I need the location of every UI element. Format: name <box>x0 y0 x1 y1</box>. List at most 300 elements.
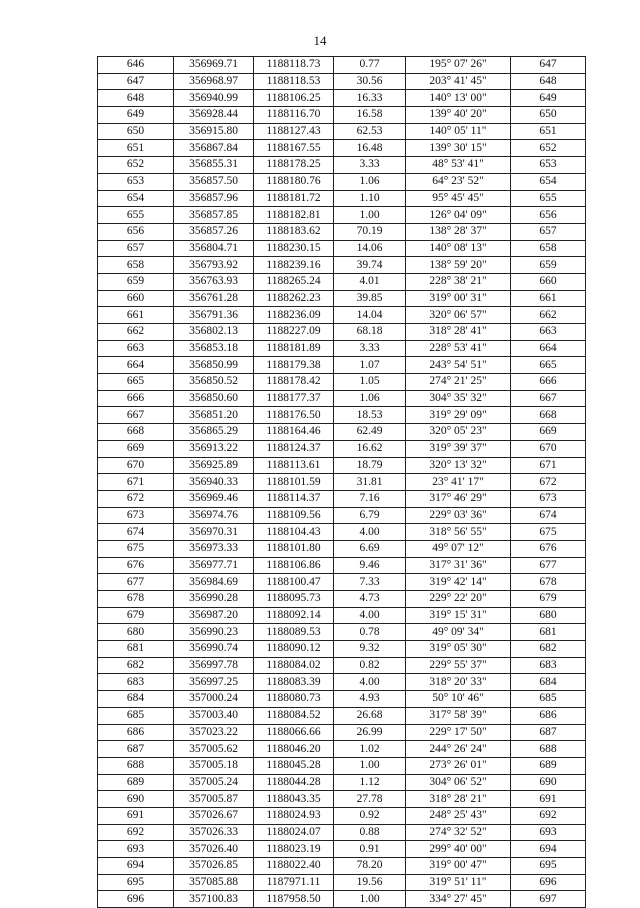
distance-cell: 16.58 <box>334 107 406 124</box>
bearing-cell: 318° 28' 41" <box>406 324 511 341</box>
x-coordinate-cell: 356857.96 <box>174 190 254 207</box>
bearing-cell: 229° 22' 20" <box>406 591 511 608</box>
next-point-cell: 695 <box>511 858 586 875</box>
next-point-cell: 676 <box>511 540 586 557</box>
distance-cell: 1.05 <box>334 374 406 391</box>
bearing-cell: 139° 40' 20" <box>406 107 511 124</box>
y-coordinate-cell: 1188109.56 <box>254 507 334 524</box>
point-number-cell: 656 <box>98 223 174 240</box>
next-point-cell: 686 <box>511 707 586 724</box>
x-coordinate-cell: 356761.28 <box>174 290 254 307</box>
table-row <box>98 273 586 290</box>
point-number-cell: 646 <box>98 57 174 74</box>
x-coordinate-cell: 357026.40 <box>174 841 254 858</box>
bearing-cell: 317° 58' 39" <box>406 707 511 724</box>
x-coordinate-cell: 356915.80 <box>174 123 254 140</box>
table-row <box>98 90 586 107</box>
bearing-cell: 318° 20' 33" <box>406 674 511 691</box>
bearing-cell: 140° 13' 00" <box>406 90 511 107</box>
table-row <box>98 240 586 257</box>
next-point-cell: 684 <box>511 674 586 691</box>
x-coordinate-cell: 356804.71 <box>174 240 254 257</box>
table-row <box>98 140 586 157</box>
next-point-cell: 673 <box>511 490 586 507</box>
bearing-cell: 299° 40' 00" <box>406 841 511 858</box>
bearing-cell: 319° 39' 37" <box>406 440 511 457</box>
distance-cell: 26.99 <box>334 724 406 741</box>
point-number-cell: 684 <box>98 691 174 708</box>
table-row <box>98 691 586 708</box>
bearing-cell: 138° 59' 20" <box>406 257 511 274</box>
x-coordinate-cell: 356997.78 <box>174 657 254 674</box>
x-coordinate-cell: 356928.44 <box>174 107 254 124</box>
distance-cell: 62.53 <box>334 123 406 140</box>
y-coordinate-cell: 1188239.16 <box>254 257 334 274</box>
table-row <box>98 307 586 324</box>
distance-cell: 1.06 <box>334 173 406 190</box>
distance-cell: 39.74 <box>334 257 406 274</box>
x-coordinate-cell: 357026.67 <box>174 807 254 824</box>
next-point-cell: 696 <box>511 874 586 891</box>
next-point-cell: 691 <box>511 791 586 808</box>
point-number-cell: 669 <box>98 440 174 457</box>
next-point-cell: 672 <box>511 474 586 491</box>
point-number-cell: 662 <box>98 324 174 341</box>
bearing-cell: 244° 26' 24" <box>406 741 511 758</box>
bearing-cell: 228° 53' 41" <box>406 340 511 357</box>
point-number-cell: 653 <box>98 173 174 190</box>
y-coordinate-cell: 1188181.89 <box>254 340 334 357</box>
x-coordinate-cell: 356940.99 <box>174 90 254 107</box>
y-coordinate-cell: 1188124.37 <box>254 440 334 457</box>
bearing-cell: 138° 28' 37" <box>406 223 511 240</box>
point-number-cell: 672 <box>98 490 174 507</box>
x-coordinate-cell: 356853.18 <box>174 340 254 357</box>
table-row <box>98 891 586 908</box>
next-point-cell: 659 <box>511 257 586 274</box>
distance-cell: 4.93 <box>334 691 406 708</box>
table-row <box>98 791 586 808</box>
x-coordinate-cell: 356855.31 <box>174 157 254 174</box>
distance-cell: 1.07 <box>334 357 406 374</box>
x-coordinate-cell: 356763.93 <box>174 273 254 290</box>
point-number-cell: 689 <box>98 774 174 791</box>
distance-cell: 4.00 <box>334 607 406 624</box>
next-point-cell: 682 <box>511 641 586 658</box>
bearing-cell: 319° 00' 31" <box>406 290 511 307</box>
table-row <box>98 390 586 407</box>
table-body <box>98 57 586 908</box>
y-coordinate-cell: 1188080.73 <box>254 691 334 708</box>
distance-cell: 16.62 <box>334 440 406 457</box>
table-row <box>98 591 586 608</box>
x-coordinate-cell: 356865.29 <box>174 424 254 441</box>
point-number-cell: 666 <box>98 390 174 407</box>
point-number-cell: 686 <box>98 724 174 741</box>
y-coordinate-cell: 1188167.55 <box>254 140 334 157</box>
next-point-cell: 668 <box>511 407 586 424</box>
point-number-cell: 668 <box>98 424 174 441</box>
bearing-cell: 126° 04' 09" <box>406 207 511 224</box>
table-row <box>98 157 586 174</box>
table-row <box>98 574 586 591</box>
bearing-cell: 319° 00' 47" <box>406 858 511 875</box>
table-row <box>98 524 586 541</box>
point-number-cell: 671 <box>98 474 174 491</box>
y-coordinate-cell: 1188118.53 <box>254 73 334 90</box>
table-row <box>98 424 586 441</box>
x-coordinate-cell: 356997.25 <box>174 674 254 691</box>
table-row <box>98 641 586 658</box>
point-number-cell: 649 <box>98 107 174 124</box>
x-coordinate-cell: 356867.84 <box>174 140 254 157</box>
point-number-cell: 674 <box>98 524 174 541</box>
distance-cell: 19.56 <box>334 874 406 891</box>
table-row <box>98 457 586 474</box>
next-point-cell: 690 <box>511 774 586 791</box>
point-number-cell: 683 <box>98 674 174 691</box>
next-point-cell: 663 <box>511 324 586 341</box>
y-coordinate-cell: 1188100.47 <box>254 574 334 591</box>
distance-cell: 0.88 <box>334 824 406 841</box>
distance-cell: 4.73 <box>334 591 406 608</box>
distance-cell: 14.06 <box>334 240 406 257</box>
bearing-cell: 50° 10' 46" <box>406 691 511 708</box>
bearing-cell: 304° 35' 32" <box>406 390 511 407</box>
x-coordinate-cell: 356969.71 <box>174 57 254 74</box>
x-coordinate-cell: 357026.33 <box>174 824 254 841</box>
bearing-cell: 243° 54' 51" <box>406 357 511 374</box>
next-point-cell: 670 <box>511 440 586 457</box>
x-coordinate-cell: 357005.24 <box>174 774 254 791</box>
point-number-cell: 673 <box>98 507 174 524</box>
x-coordinate-cell: 356977.71 <box>174 557 254 574</box>
distance-cell: 4.00 <box>334 524 406 541</box>
bearing-cell: 139° 30' 15" <box>406 140 511 157</box>
next-point-cell: 652 <box>511 140 586 157</box>
next-point-cell: 689 <box>511 757 586 774</box>
x-coordinate-cell: 356968.97 <box>174 73 254 90</box>
x-coordinate-cell: 356990.23 <box>174 624 254 641</box>
next-point-cell: 675 <box>511 524 586 541</box>
x-coordinate-cell: 356857.85 <box>174 207 254 224</box>
y-coordinate-cell: 1187971.11 <box>254 874 334 891</box>
distance-cell: 30.56 <box>334 73 406 90</box>
x-coordinate-cell: 356802.13 <box>174 324 254 341</box>
y-coordinate-cell: 1188236.09 <box>254 307 334 324</box>
distance-cell: 78.20 <box>334 858 406 875</box>
y-coordinate-cell: 1188084.52 <box>254 707 334 724</box>
distance-cell: 9.46 <box>334 557 406 574</box>
bearing-cell: 23° 41' 17" <box>406 474 511 491</box>
bearing-cell: 304° 06' 52" <box>406 774 511 791</box>
bearing-cell: 320° 13' 32" <box>406 457 511 474</box>
distance-cell: 16.33 <box>334 90 406 107</box>
x-coordinate-cell: 356850.99 <box>174 357 254 374</box>
distance-cell: 1.00 <box>334 207 406 224</box>
next-point-cell: 658 <box>511 240 586 257</box>
distance-cell: 3.33 <box>334 157 406 174</box>
point-number-cell: 648 <box>98 90 174 107</box>
y-coordinate-cell: 1188164.46 <box>254 424 334 441</box>
next-point-cell: 669 <box>511 424 586 441</box>
distance-cell: 7.33 <box>334 574 406 591</box>
table-row <box>98 540 586 557</box>
x-coordinate-cell: 356973.33 <box>174 540 254 557</box>
y-coordinate-cell: 1188227.09 <box>254 324 334 341</box>
x-coordinate-cell: 356791.36 <box>174 307 254 324</box>
point-number-cell: 680 <box>98 624 174 641</box>
y-coordinate-cell: 1188183.62 <box>254 223 334 240</box>
x-coordinate-cell: 356793.92 <box>174 257 254 274</box>
distance-cell: 6.79 <box>334 507 406 524</box>
distance-cell: 9.32 <box>334 641 406 658</box>
distance-cell: 4.00 <box>334 674 406 691</box>
x-coordinate-cell: 356850.60 <box>174 390 254 407</box>
point-number-cell: 651 <box>98 140 174 157</box>
table-row <box>98 57 586 74</box>
x-coordinate-cell: 356851.20 <box>174 407 254 424</box>
bearing-cell: 203° 41' 45" <box>406 73 511 90</box>
point-number-cell: 677 <box>98 574 174 591</box>
y-coordinate-cell: 1188045.28 <box>254 757 334 774</box>
x-coordinate-cell: 356990.74 <box>174 641 254 658</box>
y-coordinate-cell: 1188106.86 <box>254 557 334 574</box>
y-coordinate-cell: 1188095.73 <box>254 591 334 608</box>
next-point-cell: 678 <box>511 574 586 591</box>
table-row <box>98 357 586 374</box>
next-point-cell: 665 <box>511 357 586 374</box>
coordinates-table <box>97 56 586 908</box>
distance-cell: 31.81 <box>334 474 406 491</box>
bearing-cell: 317° 31' 36" <box>406 557 511 574</box>
point-number-cell: 696 <box>98 891 174 908</box>
point-number-cell: 681 <box>98 641 174 658</box>
bearing-cell: 64° 23' 52" <box>406 173 511 190</box>
y-coordinate-cell: 1188024.93 <box>254 807 334 824</box>
bearing-cell: 49° 09' 34" <box>406 624 511 641</box>
point-number-cell: 650 <box>98 123 174 140</box>
point-number-cell: 678 <box>98 591 174 608</box>
y-coordinate-cell: 1188178.42 <box>254 374 334 391</box>
next-point-cell: 681 <box>511 624 586 641</box>
distance-cell: 1.12 <box>334 774 406 791</box>
x-coordinate-cell: 356850.52 <box>174 374 254 391</box>
next-point-cell: 685 <box>511 691 586 708</box>
next-point-cell: 649 <box>511 90 586 107</box>
x-coordinate-cell: 357005.18 <box>174 757 254 774</box>
x-coordinate-cell: 357000.24 <box>174 691 254 708</box>
table-row <box>98 324 586 341</box>
next-point-cell: 651 <box>511 123 586 140</box>
point-number-cell: 647 <box>98 73 174 90</box>
table-row <box>98 440 586 457</box>
table-row <box>98 490 586 507</box>
distance-cell: 16.48 <box>334 140 406 157</box>
bearing-cell: 140° 08' 13" <box>406 240 511 257</box>
table-row <box>98 73 586 90</box>
point-number-cell: 693 <box>98 841 174 858</box>
table-row <box>98 757 586 774</box>
distance-cell: 70.19 <box>334 223 406 240</box>
x-coordinate-cell: 356987.20 <box>174 607 254 624</box>
point-number-cell: 679 <box>98 607 174 624</box>
x-coordinate-cell: 357085.88 <box>174 874 254 891</box>
distance-cell: 26.68 <box>334 707 406 724</box>
y-coordinate-cell: 1188118.73 <box>254 57 334 74</box>
table-row <box>98 557 586 574</box>
x-coordinate-cell: 356974.76 <box>174 507 254 524</box>
table-row <box>98 741 586 758</box>
bearing-cell: 319° 15' 31" <box>406 607 511 624</box>
table-row <box>98 207 586 224</box>
point-number-cell: 658 <box>98 257 174 274</box>
x-coordinate-cell: 356940.33 <box>174 474 254 491</box>
table-row <box>98 607 586 624</box>
bearing-cell: 320° 05' 23" <box>406 424 511 441</box>
table-row <box>98 374 586 391</box>
point-number-cell: 665 <box>98 374 174 391</box>
y-coordinate-cell: 1188113.61 <box>254 457 334 474</box>
table-row <box>98 707 586 724</box>
table-row <box>98 290 586 307</box>
next-point-cell: 674 <box>511 507 586 524</box>
table-row <box>98 507 586 524</box>
point-number-cell: 688 <box>98 757 174 774</box>
point-number-cell: 663 <box>98 340 174 357</box>
next-point-cell: 661 <box>511 290 586 307</box>
next-point-cell: 692 <box>511 807 586 824</box>
table-row <box>98 674 586 691</box>
table-row <box>98 624 586 641</box>
y-coordinate-cell: 1188178.25 <box>254 157 334 174</box>
y-coordinate-cell: 1188092.14 <box>254 607 334 624</box>
next-point-cell: 688 <box>511 741 586 758</box>
distance-cell: 1.00 <box>334 891 406 908</box>
bearing-cell: 319° 42' 14" <box>406 574 511 591</box>
y-coordinate-cell: 1188022.40 <box>254 858 334 875</box>
y-coordinate-cell: 1188180.76 <box>254 173 334 190</box>
bearing-cell: 273° 26' 01" <box>406 757 511 774</box>
x-coordinate-cell: 356925.89 <box>174 457 254 474</box>
point-number-cell: 695 <box>98 874 174 891</box>
bearing-cell: 274° 32' 52" <box>406 824 511 841</box>
x-coordinate-cell: 357005.62 <box>174 741 254 758</box>
distance-cell: 0.77 <box>334 57 406 74</box>
y-coordinate-cell: 1188182.81 <box>254 207 334 224</box>
x-coordinate-cell: 357100.83 <box>174 891 254 908</box>
x-coordinate-cell: 356857.26 <box>174 223 254 240</box>
table-row <box>98 874 586 891</box>
x-coordinate-cell: 356913.22 <box>174 440 254 457</box>
y-coordinate-cell: 1188066.66 <box>254 724 334 741</box>
x-coordinate-cell: 357026.85 <box>174 858 254 875</box>
y-coordinate-cell: 1188176.50 <box>254 407 334 424</box>
point-number-cell: 694 <box>98 858 174 875</box>
table-row <box>98 107 586 124</box>
y-coordinate-cell: 1188230.15 <box>254 240 334 257</box>
table-row <box>98 824 586 841</box>
distance-cell: 0.78 <box>334 624 406 641</box>
next-point-cell: 693 <box>511 824 586 841</box>
x-coordinate-cell: 356984.69 <box>174 574 254 591</box>
bearing-cell: 229° 55' 37" <box>406 657 511 674</box>
table-row <box>98 858 586 875</box>
x-coordinate-cell: 356857.50 <box>174 173 254 190</box>
bearing-cell: 229° 03' 36" <box>406 507 511 524</box>
bearing-cell: 319° 51' 11" <box>406 874 511 891</box>
bearing-cell: 318° 28' 21" <box>406 791 511 808</box>
table-row <box>98 190 586 207</box>
point-number-cell: 664 <box>98 357 174 374</box>
next-point-cell: 671 <box>511 457 586 474</box>
distance-cell: 3.33 <box>334 340 406 357</box>
next-point-cell: 666 <box>511 374 586 391</box>
bearing-cell: 229° 17' 50" <box>406 724 511 741</box>
x-coordinate-cell: 356970.31 <box>174 524 254 541</box>
distance-cell: 0.91 <box>334 841 406 858</box>
page-number: 14 <box>313 33 327 48</box>
point-number-cell: 685 <box>98 707 174 724</box>
distance-cell: 1.06 <box>334 390 406 407</box>
y-coordinate-cell: 1188083.39 <box>254 674 334 691</box>
y-coordinate-cell: 1188090.12 <box>254 641 334 658</box>
distance-cell: 0.92 <box>334 807 406 824</box>
next-point-cell: 667 <box>511 390 586 407</box>
distance-cell: 39.85 <box>334 290 406 307</box>
distance-cell: 1.02 <box>334 741 406 758</box>
table-row <box>98 407 586 424</box>
point-number-cell: 655 <box>98 207 174 224</box>
table-row <box>98 724 586 741</box>
y-coordinate-cell: 1188023.19 <box>254 841 334 858</box>
next-point-cell: 647 <box>511 57 586 74</box>
bearing-cell: 317° 46' 29" <box>406 490 511 507</box>
distance-cell: 6.69 <box>334 540 406 557</box>
next-point-cell: 687 <box>511 724 586 741</box>
next-point-cell: 654 <box>511 173 586 190</box>
point-number-cell: 657 <box>98 240 174 257</box>
distance-cell: 7.16 <box>334 490 406 507</box>
point-number-cell: 690 <box>98 791 174 808</box>
y-coordinate-cell: 1188114.37 <box>254 490 334 507</box>
point-number-cell: 654 <box>98 190 174 207</box>
next-point-cell: 657 <box>511 223 586 240</box>
bearing-cell: 228° 38' 21" <box>406 273 511 290</box>
point-number-cell: 676 <box>98 557 174 574</box>
table-row <box>98 340 586 357</box>
x-coordinate-cell: 356990.28 <box>174 591 254 608</box>
next-point-cell: 679 <box>511 591 586 608</box>
next-point-cell: 655 <box>511 190 586 207</box>
y-coordinate-cell: 1188127.43 <box>254 123 334 140</box>
y-coordinate-cell: 1188179.38 <box>254 357 334 374</box>
x-coordinate-cell: 356969.46 <box>174 490 254 507</box>
distance-cell: 0.82 <box>334 657 406 674</box>
distance-cell: 1.00 <box>334 757 406 774</box>
next-point-cell: 664 <box>511 340 586 357</box>
point-number-cell: 687 <box>98 741 174 758</box>
y-coordinate-cell: 1188043.35 <box>254 791 334 808</box>
x-coordinate-cell: 357005.87 <box>174 791 254 808</box>
y-coordinate-cell: 1188089.53 <box>254 624 334 641</box>
table-row <box>98 474 586 491</box>
bearing-cell: 195° 07' 26" <box>406 57 511 74</box>
bearing-cell: 320° 06' 57" <box>406 307 511 324</box>
point-number-cell: 667 <box>98 407 174 424</box>
table-row <box>98 774 586 791</box>
point-number-cell: 660 <box>98 290 174 307</box>
